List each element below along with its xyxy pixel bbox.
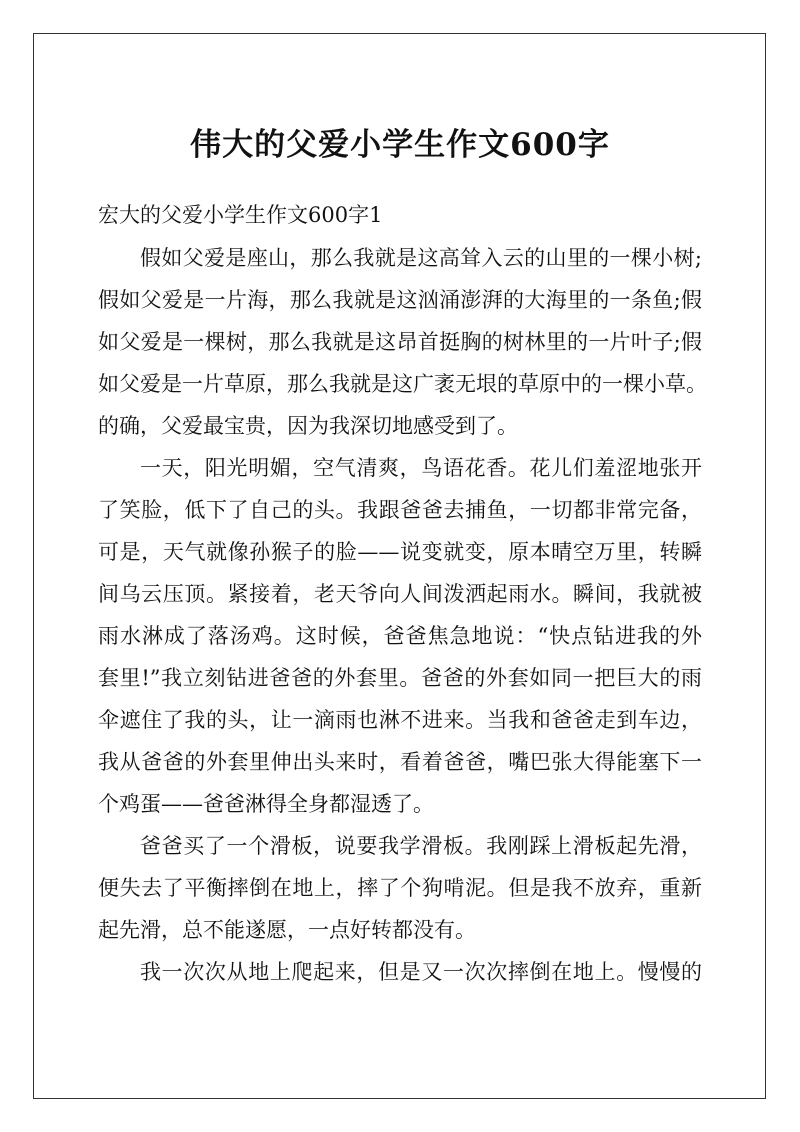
paragraph-line: 伞遮住了我的头，让一滴雨也淋不进来。当我和爸爸走到车边， [98, 708, 702, 732]
paragraph-line: 的确，父爱最宝贵，因为我深切地感受到了。 [98, 414, 518, 438]
paragraph-line: 个鸡蛋——爸爸淋得全身都湿透了。 [98, 792, 434, 816]
paragraph-line: 我从爸爸的外套里伸出头来时，看着爸爸，嘴巴张大得能塞下一 [98, 750, 702, 774]
paragraph-line: 套里!”我立刻钻进爸爸的外套里。爸爸的外套如同一把巨大的雨 [98, 666, 702, 690]
paragraph-line: 我一次次从地上爬起来，但是又一次次摔倒在地上。慢慢的 [140, 960, 702, 984]
paragraph-line: 一天，阳光明媚，空气清爽，鸟语花香。花儿们羞涩地张开 [140, 456, 702, 480]
paragraph-line: 如父爱是一片草原，那么我就是这广袤无垠的草原中的一棵小草。 [98, 372, 707, 396]
paragraph-line: 间乌云压顶。紧接着，老天爷向人间泼洒起雨水。瞬间，我就被 [98, 582, 702, 606]
document-title: 伟大的父爱小学生作文600字 [190, 127, 610, 163]
paragraph-line: 假如父爱是一片海，那么我就是这汹涌澎湃的大海里的一条鱼;假 [98, 288, 702, 312]
paragraph-line: 便失去了平衡摔倒在地上，摔了个狗啃泥。但是我不放弃，重新 [98, 876, 702, 900]
paragraph-line: 了笑脸，低下了自己的头。我跟爸爸去捕鱼，一切都非常完备， [98, 498, 702, 522]
paragraph-line: 可是，天气就像孙猴子的脸——说变就变，原本晴空万里，转瞬 [98, 540, 702, 564]
paragraph-line: 爸爸买了一个滑板，说要我学滑板。我刚踩上滑板起先滑， [140, 834, 702, 858]
paragraph-line: 假如父爱是座山，那么我就是这高耸入云的山里的一棵小树; [140, 246, 702, 270]
paragraph-line: 起先滑，总不能遂愿，一点好转都没有。 [98, 918, 476, 942]
paragraph-line: 雨水淋成了落汤鸡。这时候，爸爸焦急地说：“快点钻进我的外 [98, 624, 702, 648]
paragraph-line: 如父爱是一棵树，那么我就是这昂首挺胸的树林里的一片叶子;假 [98, 330, 702, 354]
section-heading: 宏大的父爱小学生作文600字1 [98, 203, 383, 227]
